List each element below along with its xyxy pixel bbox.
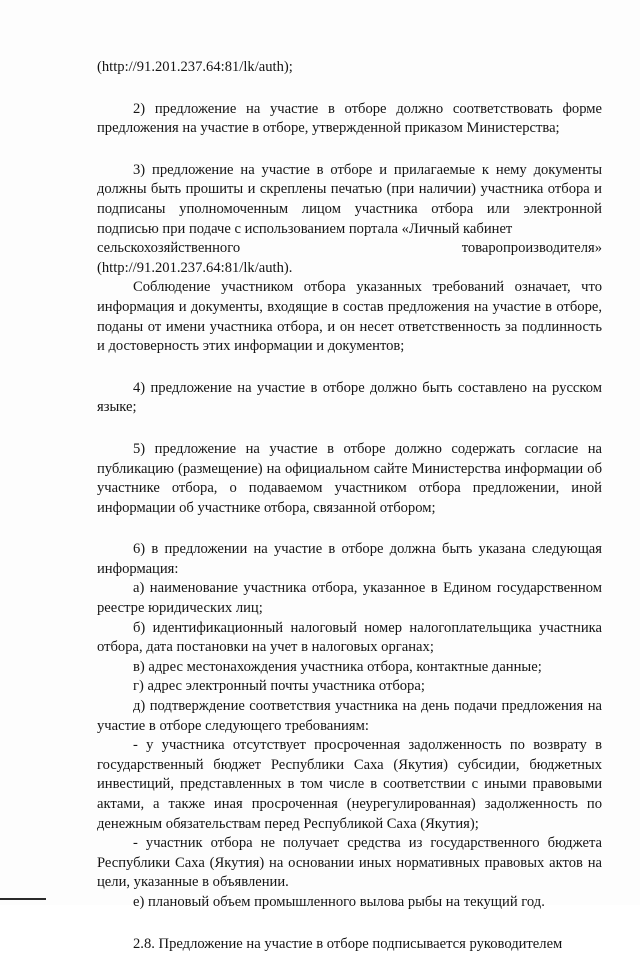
paragraph-item-6g: г) адрес электронный почты участника отбора; xyxy=(133,678,425,695)
paragraph-item-3-url: (http://91.201.237.64:81/lk/auth). xyxy=(97,259,293,276)
paragraph-item-6a: а) наименование участника отбора, указанное в Едином государственном реестре юридических лиц; xyxy=(97,580,602,617)
paragraph-item-6v: в) адрес местонахождения участника отбора, контактные данные; xyxy=(133,658,542,675)
item-3-right-word: товаропроизводителя» xyxy=(461,240,602,257)
paragraph-item-3: 3) предложение на участие в отборе и прилагаемые к нему документы должны быть прошиты и скреплены печатью (при наличии) участника отбора и подписаны уполномоченным лицом участника отбора или электронной подписью при подаче с использованием портала «Личный кабинет xyxy=(97,161,602,237)
paragraph-item-6e: е) плановый объем промышленного вылова рыбы на текущий год. xyxy=(133,893,545,910)
paragraph-item-2-8: 2.8. Предложение на участие в отборе подписывается руководителем xyxy=(133,935,563,952)
paragraph-item-3-split-line xyxy=(97,239,602,259)
paragraph-item-6b: б) идентификационный налоговый номер налогоплательщика участника отбора, дата постановки на учет в налоговых органах; xyxy=(97,619,602,656)
document-body xyxy=(97,58,602,954)
paragraph-compliance: Соблюдение участником отбора указанных требований означает, что информация и документы, входящие в состав предложения на участие в отборе, поданы от имени участника отбора, и он несет ответственность за подлинность и достоверность этих информации и документов; xyxy=(97,279,602,355)
paragraph-item-6d-2: - участник отбора не получает средства из государственного бюджета Республики Саха (Якутия) на основании иных нормативных правовых актов на цели, указанные в объявлении. xyxy=(97,835,602,891)
item-3-left-word: сельскохозяйственного xyxy=(97,240,241,257)
scan-edge-mark xyxy=(0,898,46,900)
paragraph-url-line: (http://91.201.237.64:81/lk/auth); xyxy=(97,59,293,75)
paragraph-item-6: 6) в предложении на участие в отборе должна быть указана следующая информация: xyxy=(97,541,602,577)
paragraph-item-6d: д) подтверждение соответствия участника на день подачи предложения на участие в отборе следующего требованиям: xyxy=(97,698,602,734)
paragraph-item-6d-1: - у участника отсутствует просроченная задолженность по возврату в государственный бюджет Республики Саха (Якутия) субсидии, бюджетных инвестиций, представленных в том числе в соответствии с иными правовыми актами, а также иная просроченная (неурегулированная) задолженность по денежным обязательствам перед Республикой Саха (Якутия); xyxy=(97,737,602,832)
paragraph-item-5: 5) предложение на участие в отборе должно содержать согласие на публикацию (размещение) на официальном сайте Министерства информации об участнике отбора, о подаваемом участником отбора предложении, иной информации об участнике отбора, связанной отбором; xyxy=(97,440,602,516)
paragraph-item-4: 4) предложение на участие в отборе должно быть составлено на русском языке; xyxy=(97,379,602,416)
paragraph-item-2: 2) предложение на участие в отборе должно соответствовать форме предложения на участие в отборе, утвержденной приказом Министерства; xyxy=(97,100,602,137)
